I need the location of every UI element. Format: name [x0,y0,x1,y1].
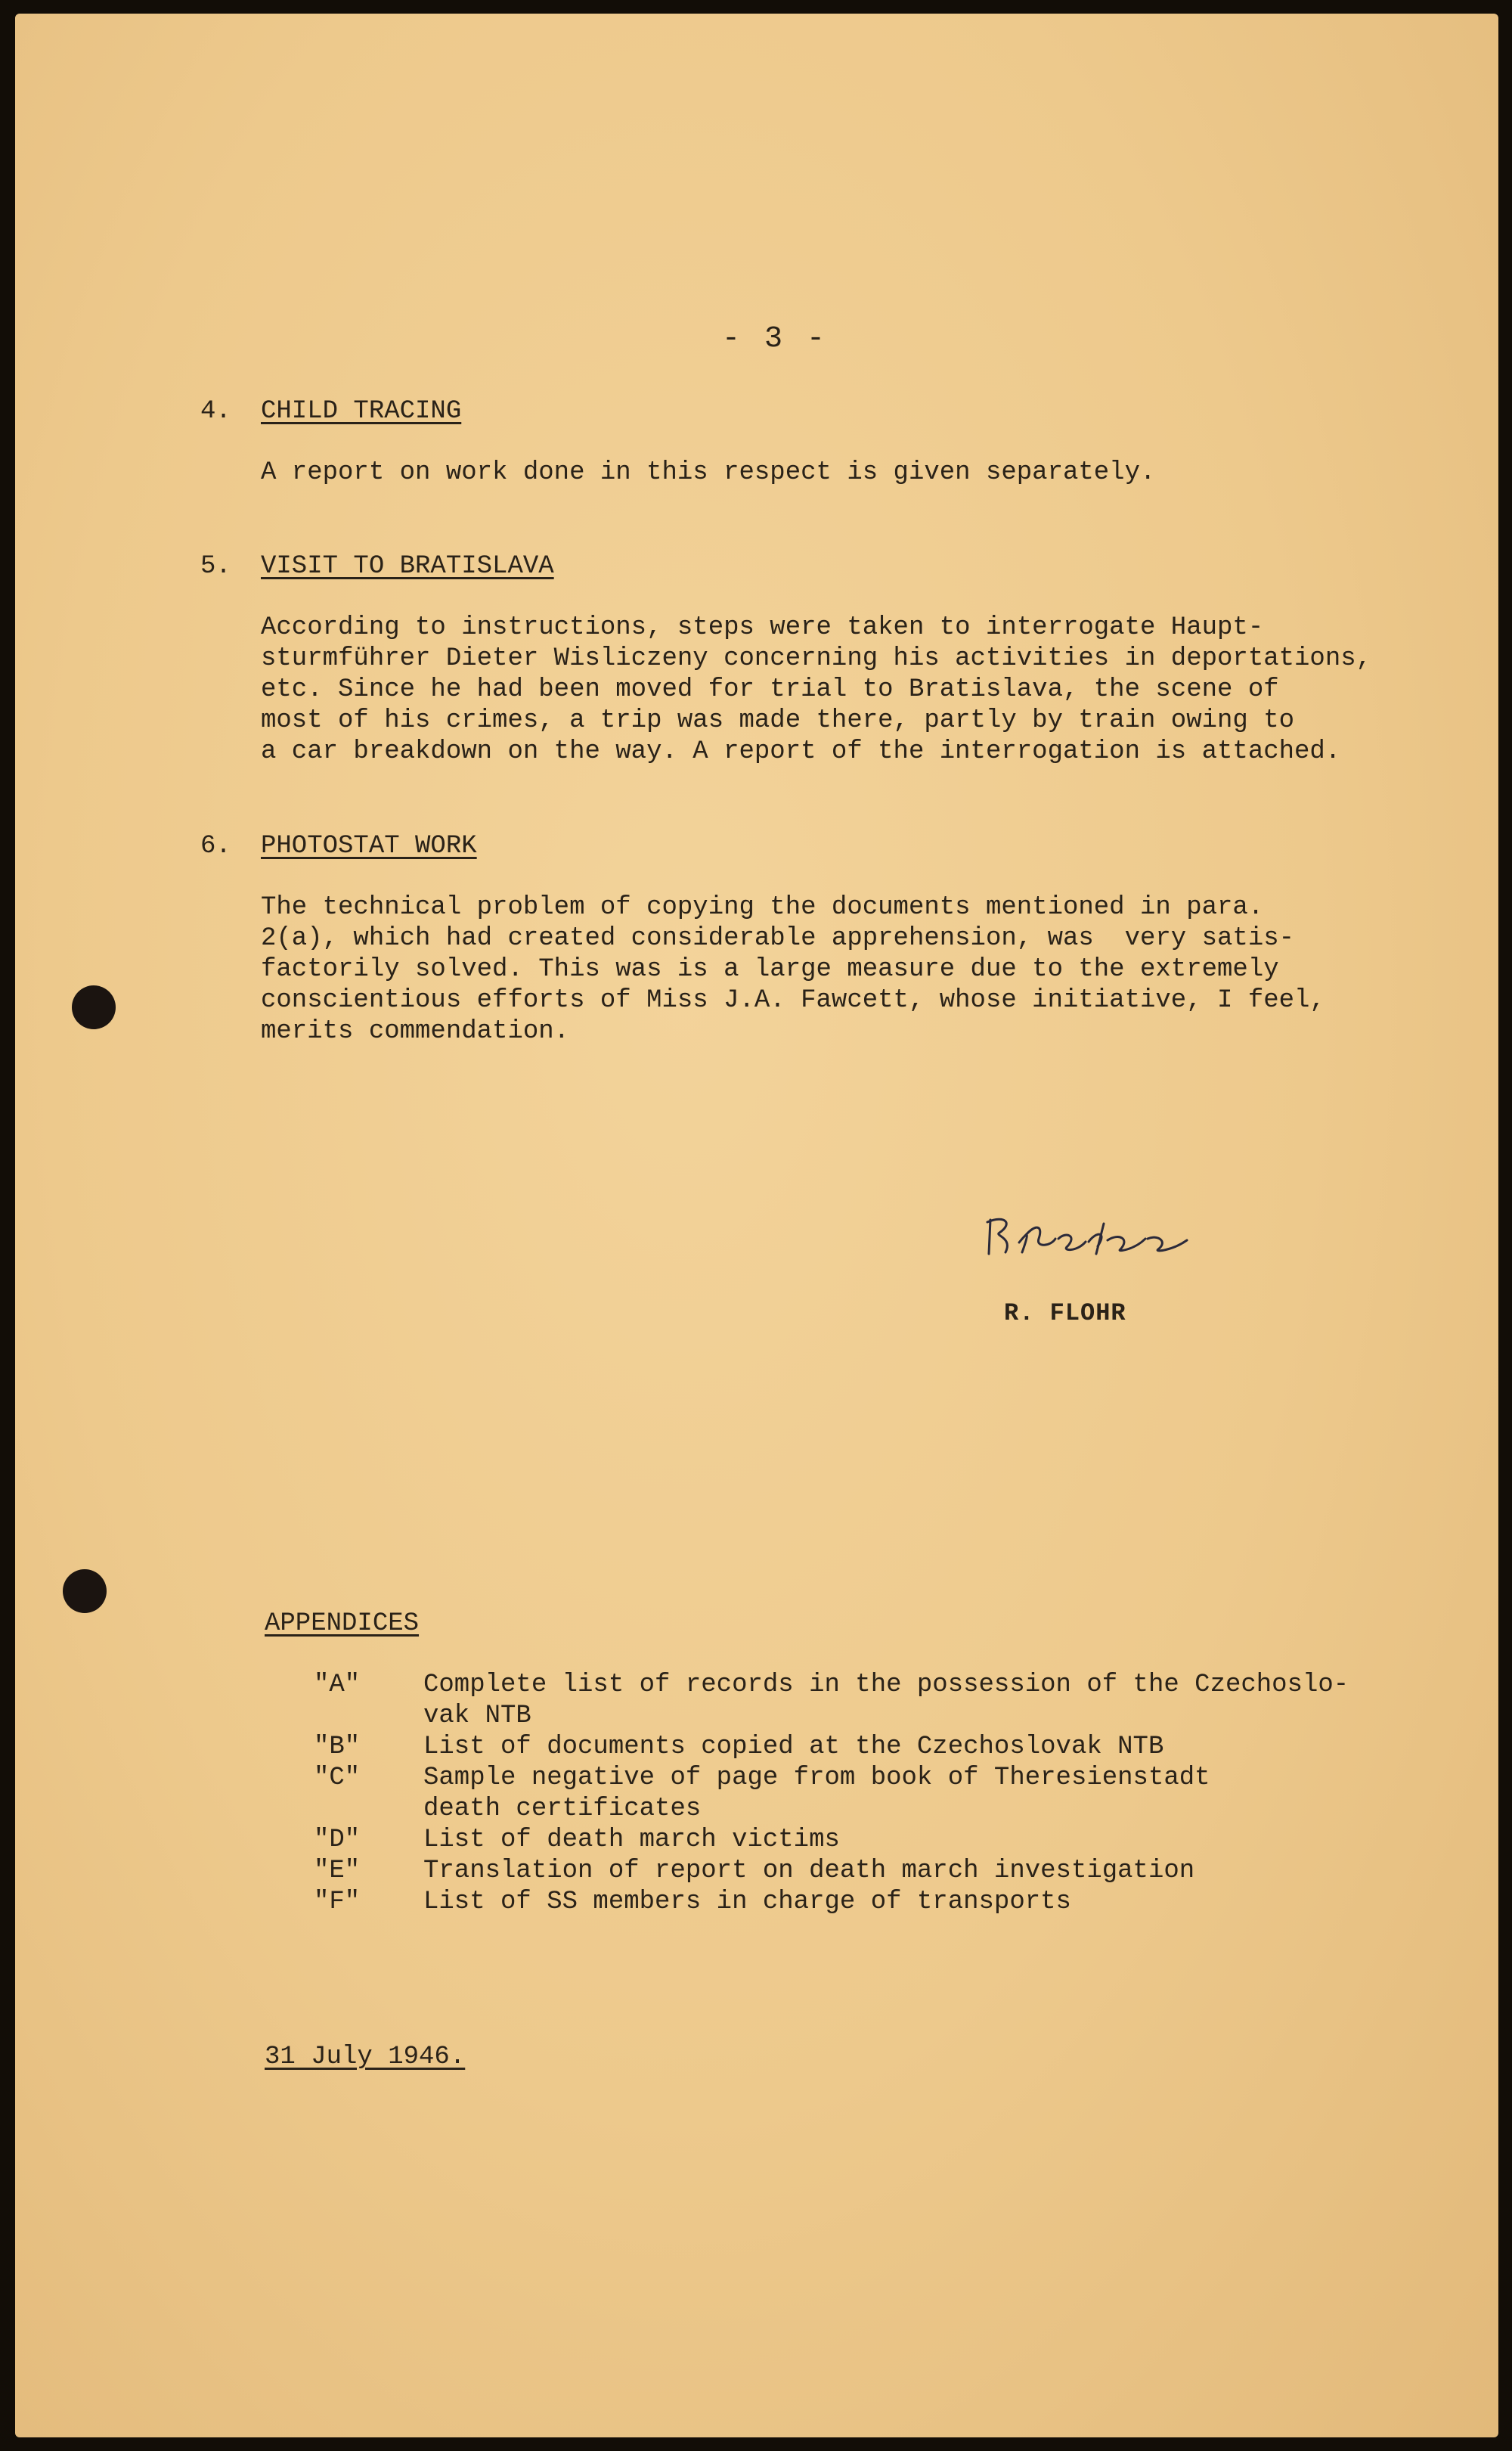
punch-hole [72,985,116,1029]
section-4-number: 4. [200,397,231,426]
appendix-letter: "F" [314,1888,361,1916]
section-5-line: etc. Since he had been moved for trial to Bratislava, the scene of [261,675,1279,704]
handwritten-signature [983,1208,1210,1277]
signatory-name: R. FLOHR [1004,1299,1126,1327]
appendix-line: Complete list of records in the possession of the Czechoslo- [423,1671,1349,1699]
document-page [15,14,1498,2437]
section-6-number: 6. [200,832,231,861]
punch-hole [63,1569,107,1613]
section-4-body [261,458,1155,489]
appendix-line: List of documents copied at the Czechoslovak NTB [423,1733,1164,1761]
appendices-heading: APPENDICES [265,1609,420,1638]
appendix-text [423,1763,1406,1825]
section-6-body [261,892,1325,1047]
appendix-text [423,1887,1406,1918]
appendix-letter: "E" [314,1857,361,1885]
appendix-letter: "A" [314,1671,361,1699]
appendix-text [423,1732,1406,1763]
appendix-text [423,1670,1406,1732]
appendix-line: death certificates [423,1795,702,1823]
appendix-line: vak NTB [423,1702,531,1730]
appendix-line: List of death march victims [423,1826,840,1854]
document-date: 31 July 1946. [265,2043,466,2071]
appendix-line: Translation of report on death march investigation [423,1857,1195,1885]
section-4-heading: CHILD TRACING [261,397,462,426]
section-6-line: factorily solved. This was is a large measure due to the extremely [261,955,1279,984]
appendix-letter: "C" [314,1764,361,1792]
section-5-line: most of his crimes, a trip was made there, partly by train owing to [261,706,1295,735]
section-6-line: conscientious efforts of Miss J.A. Fawcett, whose initiative, I feel, [261,986,1325,1015]
section-6-line: The technical problem of copying the documents mentioned in para. [261,893,1264,922]
appendix-line: Sample negative of page from book of Theresienstadt [423,1764,1210,1792]
appendix-letter: "D" [314,1826,361,1854]
appendix-line: List of SS members in charge of transports [423,1888,1071,1916]
section-4-line: A report on work done in this respect is given separately. [261,458,1156,487]
appendix-text [423,1856,1406,1887]
section-5-number: 5. [200,552,231,581]
appendix-text [423,1825,1406,1856]
section-5-line: sturmführer Dieter Wisliczeny concerning his activities in deportations, [261,644,1372,673]
section-5-line: a car breakdown on the way. A report of the interrogation is attached. [261,737,1341,766]
section-5-line: According to instructions, steps were taken to interrogate Haupt- [261,613,1264,642]
section-5-heading: VISIT TO BRATISLAVA [261,552,554,581]
section-6-line: 2(a), which had created considerable apprehension, was very satis- [261,924,1295,953]
section-6-line: merits commendation. [261,1017,570,1046]
appendices-list [314,1670,1372,1927]
section-5-body [261,613,1371,768]
section-6-heading: PHOTOSTAT WORK [261,832,477,861]
appendix-letter: "B" [314,1733,361,1761]
page-number: - 3 - [722,322,829,356]
